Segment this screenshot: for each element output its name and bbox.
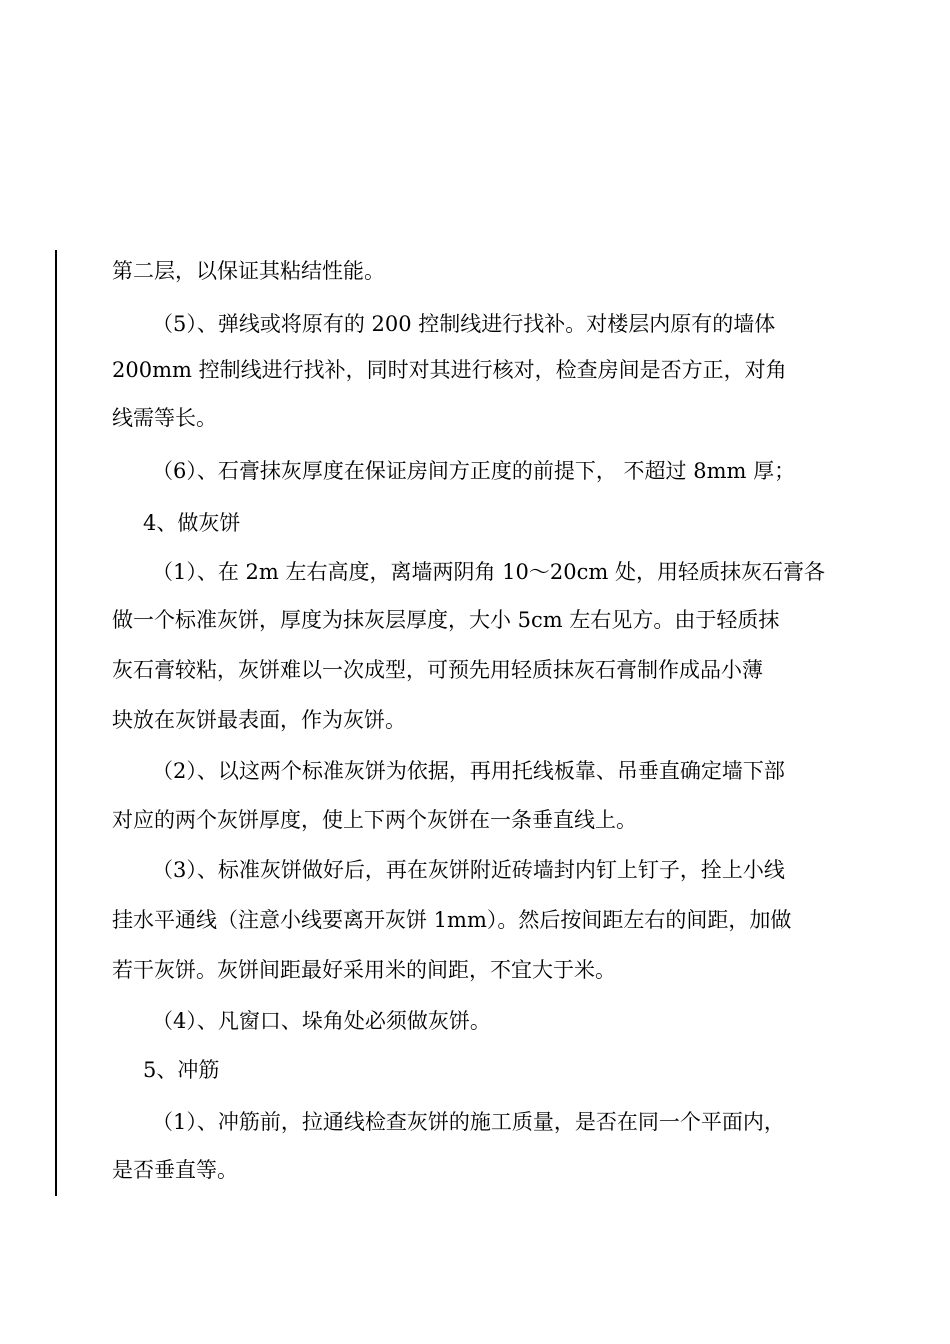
- text-line: 灰石膏较粘，灰饼难以一次成型，可预先用轻质抹灰石膏制作成品小薄: [112, 658, 763, 682]
- text-line: （2）、以这两个标准灰饼为依据，再用托线板靠、吊垂直确定墙下部: [152, 759, 785, 783]
- text-line: 200mm 控制线进行找补，同时对其进行核对，检查房间是否方正，对角: [112, 358, 787, 382]
- text-line: （3）、标准灰饼做好后，再在灰饼附近砖墙封内钉上钉子，拴上小线: [152, 858, 785, 882]
- text-line: 块放在灰饼最表面，作为灰饼。: [112, 708, 406, 732]
- margin-rule: [55, 250, 57, 1196]
- section-heading: 4、做灰饼: [143, 511, 241, 535]
- text-line: （1）、在 2m 左右高度，离墙两阴角 10～20cm 处，用轻质抹灰石膏各: [152, 560, 825, 584]
- section-heading: 5、冲筋: [143, 1058, 220, 1082]
- text-line: 对应的两个灰饼厚度，使上下两个灰饼在一条垂直线上。: [112, 808, 637, 832]
- text-line: （4）、凡窗口、垛角处必须做灰饼。: [152, 1009, 491, 1033]
- text-line: 是否垂直等。: [112, 1158, 238, 1182]
- text-line: 第二层，以保证其粘结性能。: [112, 259, 385, 283]
- text-line: 若干灰饼。灰饼间距最好采用米的间距，不宜大于米。: [112, 958, 616, 982]
- text-line: （5）、弹线或将原有的 200 控制线进行找补。对楼层内原有的墙体: [152, 312, 776, 336]
- text-line: 做一个标准灰饼，厚度为抹灰层厚度，大小 5cm 左右见方。由于轻质抹: [112, 608, 780, 632]
- text-line: （1）、冲筋前，拉通线检查灰饼的施工质量，是否在同一个平面内，: [152, 1110, 785, 1134]
- text-line: （6）、石膏抹灰厚度在保证房间方正度的前提下， 不超过 8mm 厚；: [152, 459, 796, 483]
- text-line: 挂水平通线（注意小线要离开灰饼 1mm）。然后按间距左右的间距，加做: [112, 908, 792, 932]
- text-line: 线需等长。: [112, 406, 217, 430]
